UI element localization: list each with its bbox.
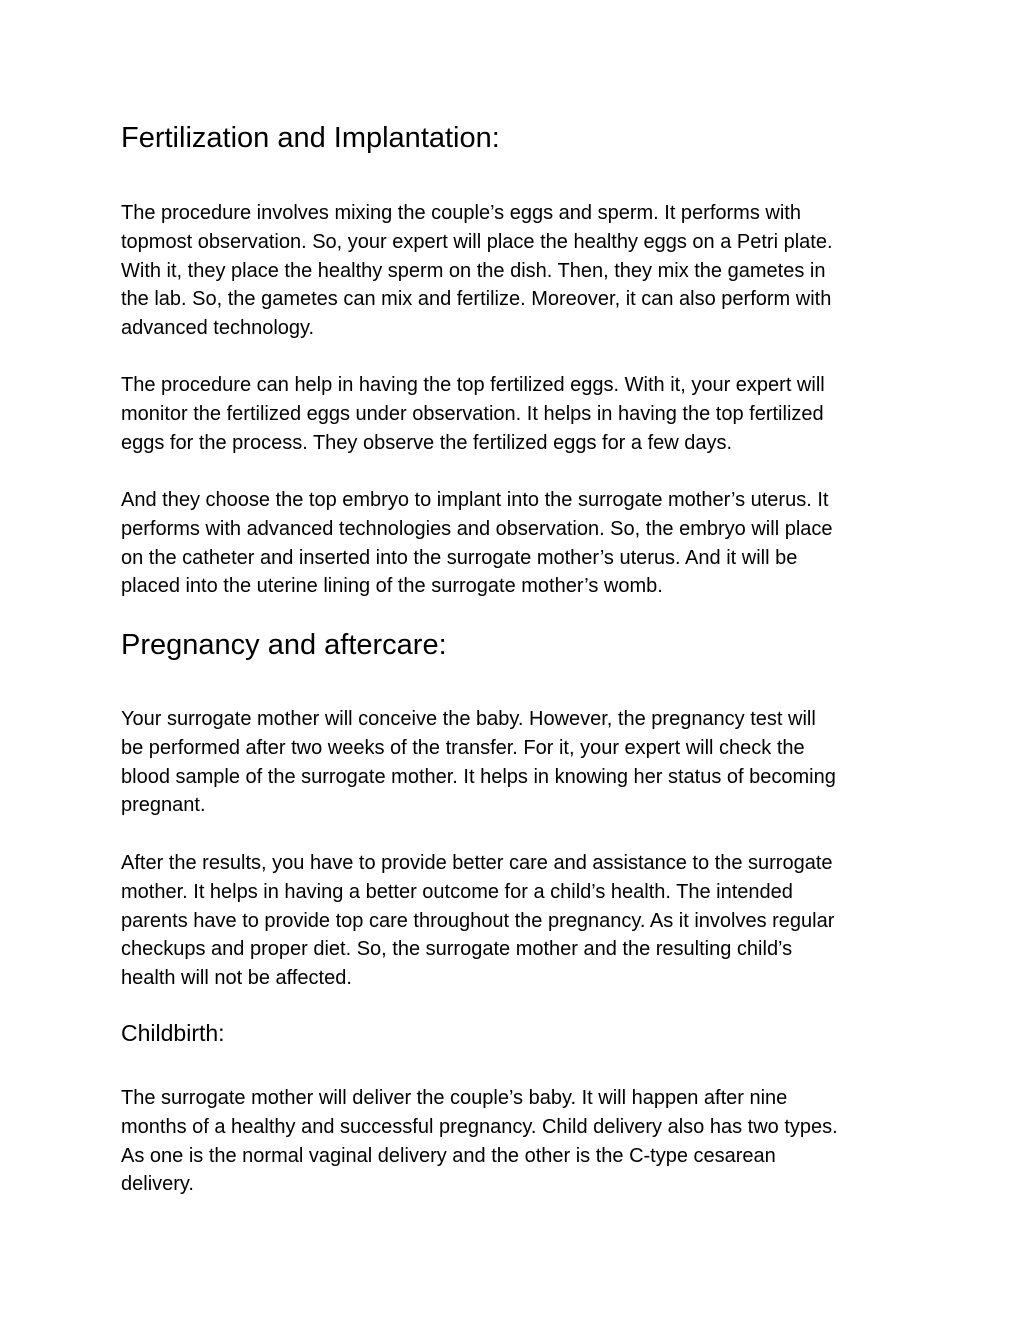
paragraph-mixing-procedure: [121, 199, 833, 343]
text-line: The procedure involves mixing the couple’s eggs and sperm. It performs with: [121, 202, 801, 224]
text-line: performs with advanced technologies and observation. So, the embryo will place: [121, 517, 833, 540]
text-line: With it, they place the healthy sperm on the dish. Then, they mix the gametes in: [121, 259, 826, 282]
paragraph-delivery: [121, 1084, 838, 1199]
text-line: parents have to provide top care throughout the pregnancy. As it involves regular: [121, 909, 835, 932]
paragraph-embryo-implant: [121, 486, 833, 601]
text-line: health will not be affected.: [121, 967, 352, 989]
heading-pregnancy-and-aftercare: Pregnancy and aftercare:: [121, 629, 447, 661]
text-line: The procedure can help in having the top fertilized eggs. With it, your expert will: [121, 374, 825, 396]
text-line: advanced technology.: [121, 317, 315, 339]
text-line: eggs for the process. They observe the fertilized eggs for a few days.: [121, 431, 733, 454]
text-line: blood sample of the surrogate mother. It helps in knowing her status of becoming: [121, 765, 836, 788]
text-line: After the results, you have to provide better care and assistance to the surrogate: [121, 852, 833, 874]
text-line: pregnant.: [121, 794, 206, 817]
text-line: placed into the uterine lining of the surrogate mother’s womb.: [121, 575, 663, 598]
heading-fertilization-and-implantation: Fertilization and Implantation:: [121, 122, 500, 154]
paragraph-pregnancy-test: [121, 705, 836, 820]
text-line: As one is the normal vaginal delivery and the other is the C-type cesarean: [121, 1144, 776, 1167]
text-line: be performed after two weeks of the transfer. For it, your expert will check the: [121, 736, 805, 759]
paragraph-fertilized-eggs: [121, 371, 825, 457]
text-line: the lab. So, the gametes can mix and fertilize. Moreover, it can also perform with: [121, 288, 832, 311]
text-line: on the catheter and inserted into the surrogate mother’s uterus. And it will be: [121, 546, 798, 569]
text-line: months of a healthy and successful pregnancy. Child delivery also has two types.: [121, 1115, 838, 1138]
text-line: The surrogate mother will deliver the couple’s baby. It will happen after nine: [121, 1087, 788, 1109]
text-line: mother. It helps in having a better outcome for a child’s health. The intended: [121, 880, 793, 903]
heading-childbirth: Childbirth:: [121, 1020, 225, 1046]
text-line: monitor the fertilized eggs under observation. It helps in having the top fertilized: [121, 402, 824, 425]
text-line: delivery.: [121, 1173, 194, 1196]
text-line: And they choose the top embryo to implant into the surrogate mother’s uterus. It: [121, 489, 829, 511]
text-line: Your surrogate mother will conceive the baby. However, the pregnancy test will: [121, 708, 816, 730]
text-line: topmost observation. So, your expert will place the healthy eggs on a Petri plate.: [121, 230, 833, 253]
paragraph-aftercare: [121, 849, 834, 993]
text-line: checkups and proper diet. So, the surrogate mother and the resulting child’s: [121, 938, 793, 961]
